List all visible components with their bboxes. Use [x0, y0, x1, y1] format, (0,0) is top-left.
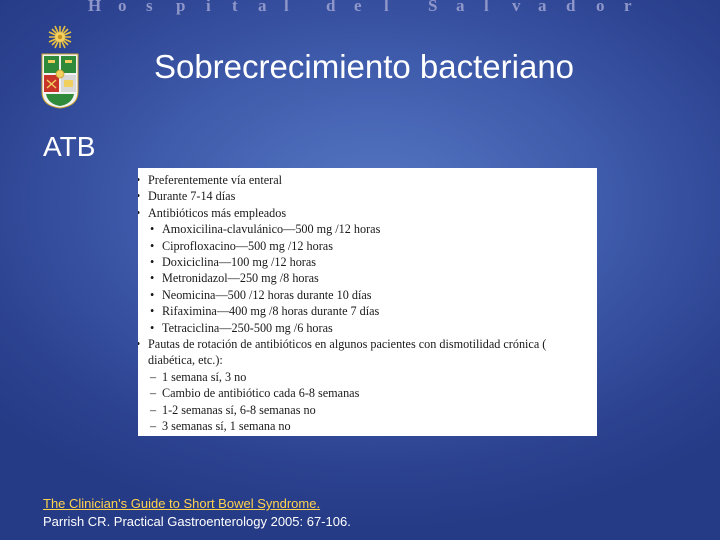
list-item: • Ciprofloxacino—500 mg /12 horas — [162, 238, 333, 254]
header-letter: d — [326, 0, 337, 15]
header-letter: r — [624, 0, 633, 15]
list-item: • Tetraciclina—250-500 mg /6 horas — [162, 320, 333, 336]
header-letter: H — [88, 0, 103, 15]
list-item: • Pautas de rotación de antibióticos en algunos pacientes con dismotilidad crónica ( — [148, 336, 546, 352]
header-letter: i — [206, 0, 212, 15]
list-item: – 3 semanas sí, 1 semana no — [162, 418, 291, 434]
header-letter: l — [384, 0, 390, 15]
header-letter: p — [176, 0, 187, 15]
header-letter: s — [146, 0, 154, 15]
reference-citation: Parrish CR. Practical Gastroenterology 2005: 67-106. — [43, 514, 351, 529]
list-item: • Amoxicilina-clavulánico—500 mg /12 horas — [162, 221, 380, 237]
header-letter: a — [538, 0, 548, 15]
header-letter: e — [354, 0, 363, 15]
header-letter: o — [118, 0, 128, 15]
list-item: • Rifaximina—400 mg /8 horas durante 7 días — [162, 303, 379, 319]
list-item: • Metronidazol—250 mg /8 horas — [162, 270, 319, 286]
slide-title: Sobrecrecimiento bacteriano — [153, 48, 575, 85]
header-letter: S — [428, 0, 439, 15]
header-letter: a — [258, 0, 268, 15]
list-item: • Antibióticos más empleados — [148, 205, 286, 221]
list-item: • Preferentemente vía enteral — [148, 172, 282, 188]
list-item: • Doxiciclina—100 mg /12 horas — [162, 254, 316, 270]
header-letter: l — [284, 0, 290, 15]
reference-link[interactable]: The Clinician's Guide to Short Bowel Syndrome. — [43, 496, 321, 511]
list-item: diabética, etc.): — [148, 353, 223, 368]
list-item: – Cambio de antibiótico cada 6-8 semanas — [162, 385, 359, 401]
header-letter: t — [232, 0, 239, 15]
treatment-list-panel — [138, 168, 597, 436]
header-letter: a — [456, 0, 466, 15]
section-heading: ATB — [43, 131, 96, 162]
list-item: • Neomicina—500 /12 horas durante 10 días — [162, 287, 372, 303]
header-letter: d — [566, 0, 577, 15]
header-letter: l — [484, 0, 490, 15]
list-item: • Durante 7-14 días — [148, 188, 235, 204]
header-letter: v — [512, 0, 522, 15]
list-item: – 1 semana sí, 3 no — [162, 369, 246, 385]
list-item: – 1-2 semanas sí, 6-8 semanas no — [162, 402, 316, 418]
header-letter: o — [596, 0, 606, 15]
